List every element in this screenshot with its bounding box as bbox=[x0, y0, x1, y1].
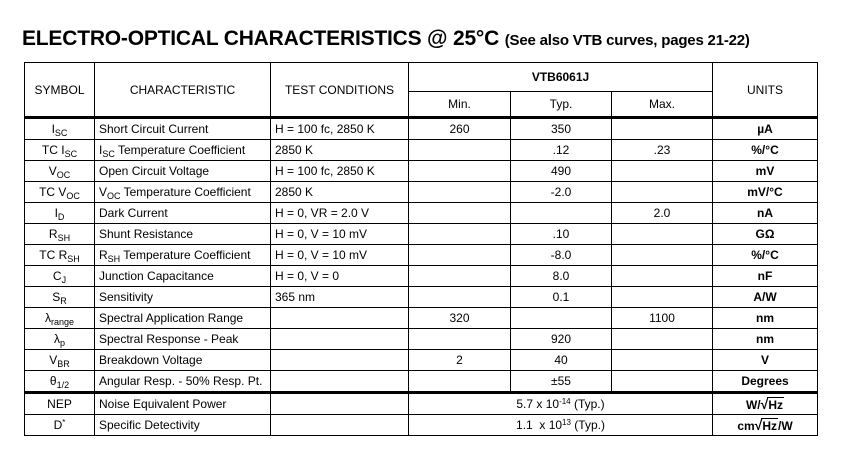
header-part-number: VTB6061J bbox=[409, 63, 713, 92]
symbol-subscript: SC bbox=[54, 128, 68, 138]
typ-cell: ±55 bbox=[511, 371, 612, 393]
max-cell bbox=[612, 224, 713, 245]
header-symbol: SYMBOL bbox=[25, 63, 95, 118]
header-characteristic: CHARACTERISTIC bbox=[95, 63, 271, 118]
value-suffix: (Typ.) bbox=[570, 418, 605, 432]
symbol-prefix: TC bbox=[39, 248, 59, 262]
header-max: Max. bbox=[612, 92, 713, 118]
characteristic-cell bbox=[95, 245, 271, 266]
min-cell bbox=[409, 287, 511, 308]
characteristics-table bbox=[24, 62, 818, 436]
characteristic-cell: Junction Capacitance bbox=[95, 266, 271, 287]
conditions-cell: 2850 K bbox=[271, 182, 409, 203]
table-row bbox=[25, 118, 818, 140]
conditions-cell: H = 100 fc, 2850 K bbox=[271, 118, 409, 140]
table-row bbox=[25, 182, 818, 203]
max-cell bbox=[612, 287, 713, 308]
min-cell bbox=[409, 140, 511, 161]
symbol-cell bbox=[25, 350, 95, 371]
max-cell bbox=[612, 245, 713, 266]
characteristic-cell: Dark Current bbox=[95, 203, 271, 224]
symbol-subscript: BR bbox=[57, 359, 70, 369]
min-cell bbox=[409, 161, 511, 182]
table-row bbox=[25, 350, 818, 371]
typ-cell: 40 bbox=[511, 350, 612, 371]
value-cell bbox=[409, 393, 713, 415]
section-title bbox=[22, 27, 750, 51]
min-cell bbox=[409, 245, 511, 266]
conditions-cell: H = 0, V = 10 mV bbox=[271, 224, 409, 245]
conditions-cell bbox=[271, 350, 409, 371]
symbol-cell bbox=[25, 266, 95, 287]
typ-cell: .10 bbox=[511, 224, 612, 245]
units-cell: %/°C bbox=[713, 245, 818, 266]
value-base: 1.1 x 10 bbox=[516, 418, 563, 432]
typ-cell: 490 bbox=[511, 161, 612, 182]
max-cell bbox=[612, 371, 713, 393]
table-row bbox=[25, 266, 818, 287]
units-cell: nF bbox=[713, 266, 818, 287]
symbol-main: R bbox=[48, 227, 58, 241]
typ-cell bbox=[511, 308, 612, 329]
symbol-cell: NEP bbox=[25, 393, 95, 415]
table-row bbox=[25, 140, 818, 161]
symbol-cell bbox=[25, 203, 95, 224]
table-row bbox=[25, 371, 818, 393]
char-text: Temperature Coefficient bbox=[120, 185, 251, 199]
symbol-subscript: R bbox=[60, 296, 67, 306]
value-suffix: (Typ.) bbox=[570, 397, 605, 411]
symbol-cell bbox=[25, 245, 95, 266]
symbol-cell bbox=[25, 182, 95, 203]
char-symbol: R bbox=[99, 248, 108, 262]
header-test-conditions: TEST CONDITIONS bbox=[271, 63, 409, 118]
symbol-main: V bbox=[49, 353, 58, 367]
char-subscript: OC bbox=[107, 191, 121, 201]
symbol-main: S bbox=[52, 290, 61, 304]
units-cell: nm bbox=[713, 308, 818, 329]
header-units: UNITS bbox=[713, 63, 818, 118]
max-cell bbox=[612, 118, 713, 140]
sqrt-symbol: √ bbox=[754, 416, 763, 433]
characteristic-cell: Shunt Resistance bbox=[95, 224, 271, 245]
symbol-main: C bbox=[52, 269, 62, 283]
title-subtitle: (See also VTB curves, pages 21-22) bbox=[504, 32, 750, 49]
sqrt-symbol: √ bbox=[760, 395, 769, 412]
table-row bbox=[25, 329, 818, 350]
typ-cell: 350 bbox=[511, 118, 612, 140]
char-subscript: SC bbox=[102, 149, 115, 159]
units-cell: nm bbox=[713, 329, 818, 350]
value-exponent: 13 bbox=[562, 418, 571, 427]
min-cell bbox=[409, 266, 511, 287]
symbol-subscript: p bbox=[59, 338, 65, 348]
units-cell: GΩ bbox=[713, 224, 818, 245]
table-row bbox=[25, 308, 818, 329]
characteristic-cell: Specific Detectivity bbox=[95, 415, 271, 436]
characteristic-cell: Angular Resp. - 50% Resp. Pt. bbox=[95, 371, 271, 393]
units-suffix: /W bbox=[778, 418, 793, 433]
symbol-cell bbox=[25, 161, 95, 182]
units-cell: A/W bbox=[713, 287, 818, 308]
typ-cell: .12 bbox=[511, 140, 612, 161]
conditions-cell: H = 0, VR = 2.0 V bbox=[271, 203, 409, 224]
char-text: Temperature Coefficient bbox=[120, 248, 251, 262]
value-base: 5.7 x 10 bbox=[516, 397, 560, 411]
max-cell: 1100 bbox=[612, 308, 713, 329]
symbol-main: R bbox=[58, 248, 68, 262]
table-row bbox=[25, 224, 818, 245]
typ-cell: -2.0 bbox=[511, 182, 612, 203]
units-cell bbox=[713, 393, 818, 415]
min-cell bbox=[409, 224, 511, 245]
symbol-subscript: OC bbox=[56, 170, 71, 180]
symbol-superscript: * bbox=[62, 418, 66, 427]
max-cell: 2.0 bbox=[612, 203, 713, 224]
symbol-cell bbox=[25, 118, 95, 140]
symbol-main: I bbox=[54, 206, 58, 220]
conditions-cell bbox=[271, 308, 409, 329]
table-row bbox=[25, 161, 818, 182]
conditions-cell: 365 nm bbox=[271, 287, 409, 308]
min-cell bbox=[409, 203, 511, 224]
header-typ: Typ. bbox=[511, 92, 612, 118]
conditions-cell bbox=[271, 329, 409, 350]
typ-cell: -8.0 bbox=[511, 245, 612, 266]
conditions-cell bbox=[271, 393, 409, 415]
max-cell bbox=[612, 161, 713, 182]
units-cell: nA bbox=[713, 203, 818, 224]
symbol-main: λ bbox=[44, 311, 51, 325]
char-subscript: SH bbox=[107, 254, 121, 264]
table-row-dstar bbox=[25, 415, 818, 436]
typ-cell: 8.0 bbox=[511, 266, 612, 287]
characteristic-cell bbox=[95, 182, 271, 203]
min-cell bbox=[409, 182, 511, 203]
characteristic-cell: Noise Equivalent Power bbox=[95, 393, 271, 415]
characteristic-cell: Spectral Response - Peak bbox=[95, 329, 271, 350]
symbol-prefix: TC bbox=[41, 143, 62, 157]
min-cell: 260 bbox=[409, 118, 511, 140]
characteristic-cell: Short Circuit Current bbox=[95, 118, 271, 140]
symbol-main: D bbox=[53, 418, 63, 432]
symbol-cell bbox=[25, 140, 95, 161]
max-cell bbox=[612, 329, 713, 350]
characteristic-cell: Open Circuit Voltage bbox=[95, 161, 271, 182]
characteristic-cell: Breakdown Voltage bbox=[95, 350, 271, 371]
units-radicand: Hz bbox=[768, 397, 784, 412]
units-cell: %/°C bbox=[713, 140, 818, 161]
symbol-subscript: 1/2 bbox=[56, 380, 70, 390]
conditions-cell: H = 0, V = 10 mV bbox=[271, 245, 409, 266]
typ-cell: 0.1 bbox=[511, 287, 612, 308]
conditions-cell: H = 0, V = 0 bbox=[271, 266, 409, 287]
symbol-main: I bbox=[61, 143, 65, 157]
min-cell bbox=[409, 371, 511, 393]
units-cell: V bbox=[713, 350, 818, 371]
symbol-main: λ bbox=[53, 332, 60, 346]
symbol-subscript: SC bbox=[64, 149, 78, 159]
min-cell bbox=[409, 329, 511, 350]
value-cell bbox=[409, 415, 713, 436]
symbol-subscript: OC bbox=[66, 191, 80, 201]
units-cell: mV bbox=[713, 161, 818, 182]
symbol-subscript: SH bbox=[67, 254, 80, 264]
char-symbol: V bbox=[99, 185, 108, 199]
characteristic-cell: Spectral Application Range bbox=[95, 308, 271, 329]
table-row bbox=[25, 245, 818, 266]
table-row-nep bbox=[25, 393, 818, 415]
typ-cell bbox=[511, 203, 612, 224]
char-symbol: I bbox=[99, 143, 103, 157]
units-cell: mV/°C bbox=[713, 182, 818, 203]
max-cell bbox=[612, 350, 713, 371]
symbol-subscript: range bbox=[50, 317, 75, 327]
characteristic-cell: Sensitivity bbox=[95, 287, 271, 308]
symbol-cell bbox=[25, 371, 95, 393]
units-radicand: Hz bbox=[762, 418, 778, 433]
table-row bbox=[25, 287, 818, 308]
conditions-cell: H = 100 fc, 2850 K bbox=[271, 161, 409, 182]
symbol-cell bbox=[25, 415, 95, 436]
symbol-cell bbox=[25, 329, 95, 350]
conditions-cell bbox=[271, 415, 409, 436]
units-prefix: cm bbox=[737, 418, 755, 433]
symbol-main: θ bbox=[49, 374, 57, 388]
header-min: Min. bbox=[409, 92, 511, 118]
title-main: ELECTRO-OPTICAL CHARACTERISTICS @ 25°C bbox=[22, 27, 500, 50]
symbol-cell bbox=[25, 287, 95, 308]
max-cell bbox=[612, 182, 713, 203]
table-row bbox=[25, 203, 818, 224]
symbol-cell bbox=[25, 308, 95, 329]
symbol-main: V bbox=[58, 185, 67, 199]
char-text: Temperature Coefficient bbox=[114, 143, 246, 157]
typ-cell: 920 bbox=[511, 329, 612, 350]
symbol-subscript: SH bbox=[57, 233, 71, 243]
symbol-main: I bbox=[51, 122, 55, 136]
units-prefix: W/ bbox=[745, 397, 761, 412]
max-cell: .23 bbox=[612, 140, 713, 161]
units-cell bbox=[713, 415, 818, 436]
characteristic-cell bbox=[95, 140, 271, 161]
symbol-prefix: TC bbox=[39, 185, 59, 199]
symbol-subscript: J bbox=[61, 275, 67, 285]
min-cell: 2 bbox=[409, 350, 511, 371]
min-cell: 320 bbox=[409, 308, 511, 329]
conditions-cell bbox=[271, 371, 409, 393]
symbol-subscript: D bbox=[57, 212, 65, 222]
units-cell: µA bbox=[713, 118, 818, 140]
symbol-cell bbox=[25, 224, 95, 245]
units-cell: Degrees bbox=[713, 371, 818, 393]
conditions-cell: 2850 K bbox=[271, 140, 409, 161]
symbol-main: V bbox=[48, 164, 57, 178]
max-cell bbox=[612, 266, 713, 287]
value-exponent: -14 bbox=[559, 397, 571, 406]
